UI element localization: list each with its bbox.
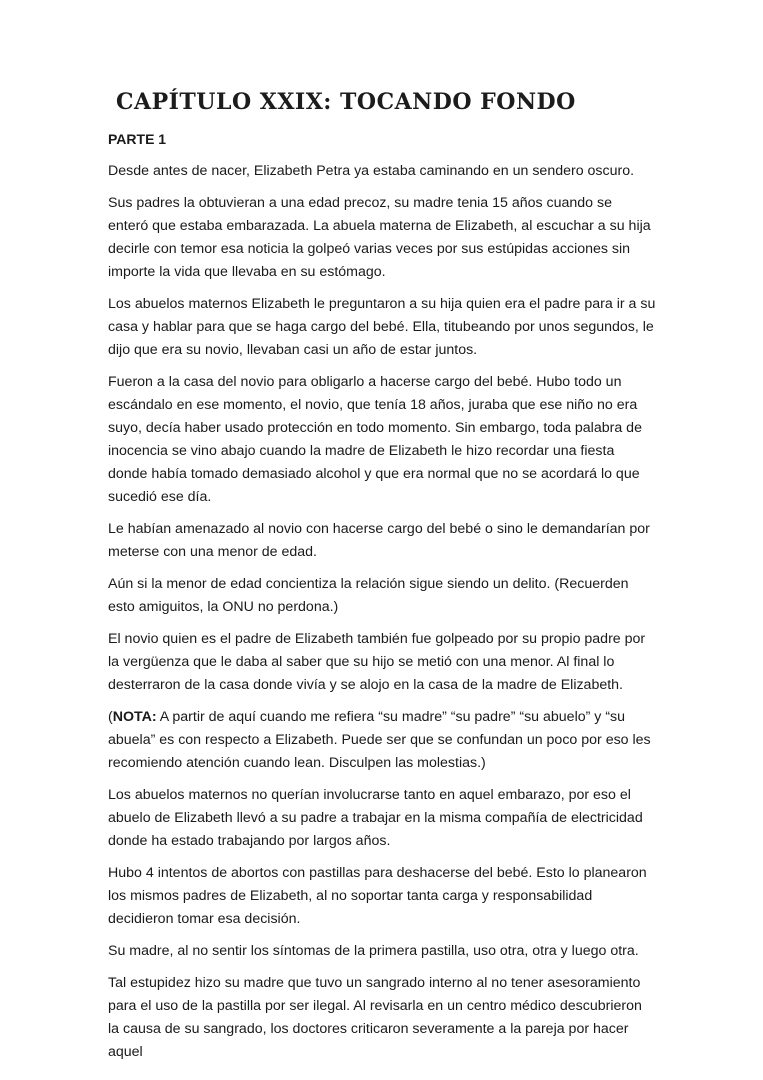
note-open-paren: (: [108, 709, 113, 725]
paragraph: Su madre, al no sentir los síntomas de la primera pastilla, uso otra, otra y luego otra.: [108, 943, 639, 959]
note-label: NOTA:: [112, 709, 157, 725]
paragraph: Hubo 4 intentos de abortos con pastillas para deshacerse del bebé. Esto lo planearon los mismos padres de Elizabeth, al no soportar tanta carga y responsabilidad decidieron tomar esa decisión.: [108, 865, 647, 927]
part-heading: PARTE 1: [108, 131, 167, 147]
paragraph: Sus padres la obtuvieran a una edad precoz, su madre tenia 15 años cuando se enteró que estaba embarazada. La abuela materna de Elizabeth, al escuchar a su hija decirle con temor esa noticia la golpeó varias veces por sus estúpidas acciones sin importe la vida que llevaba en su estómago.: [108, 195, 651, 280]
note-paragraph: [108, 706, 656, 775]
document-body: [108, 128, 656, 1073]
paragraph: Tal estupidez hizo su madre que tuvo un sangrado interno al no tener asesoramiento para el uso de la pastilla por ser ilegal. Al revisarla en un centro médico descubrieron la causa de su sangrado, los doctores criticaron severamente a la pareja por hacer aquel: [108, 975, 642, 1060]
paragraph: Fueron a la casa del novio para obligarlo a hacerse cargo del bebé. Hubo todo un escándalo en ese momento, el novio, que tenía 18 años, juraba que ese niño no era suyo, decía haber usado protección en todo momento. Sin embargo, toda palabra de inocencia se vino abajo cuando la madre de Elizabeth le hizo recordar una fiesta donde había tomado demasiado alcohol y que era normal que no se acordará lo que sucedió ese día.: [108, 374, 642, 505]
paragraph: Desde antes de nacer, Elizabeth Petra ya estaba caminando en un sendero oscuro.: [108, 163, 635, 179]
paragraph: Los abuelos maternos no querían involucrarse tanto en aquel embarazo, por eso el abuelo de Elizabeth llevó a su padre a trabajar en la misma compañía de electricidad donde ha estado trabajando por largos años.: [108, 787, 643, 849]
paragraph: Aún si la menor de edad concientiza la relación sigue siendo un delito. (Recuerden esto amiguitos, la ONU no perdona.): [108, 576, 629, 615]
chapter-title: CAPÍTULO XXIX: TOCANDO FONDO: [116, 89, 576, 115]
note-text: A partir de aquí cuando me refiera “su madre” “su padre” “su abuelo” y “su abuela” es con respecto a Elizabeth. Puede ser que se confundan un poco por eso les recomiendo atención cuando lean. Disculpen las molestias.): [108, 709, 651, 771]
paragraph: Los abuelos maternos Elizabeth le preguntaron a su hija quien era el padre para ir a su casa y hablar para que se haga cargo del bebé. Ella, titubeando por unos segundos, le dijo que era su novio, llevaban casi un año de estar juntos.: [108, 296, 656, 358]
paragraph: El novio quien es el padre de Elizabeth también fue golpeado por su propio padre por la vergüenza que le daba al saber que su hijo se metió con una menor. Al final lo desterraron de la casa donde vivía y se alojo en la casa de la madre de Elizabeth.: [108, 631, 646, 693]
paragraph: Le habían amenazado al novio con hacerse cargo del bebé o sino le demandarían por meterse con una menor de edad.: [108, 521, 650, 560]
